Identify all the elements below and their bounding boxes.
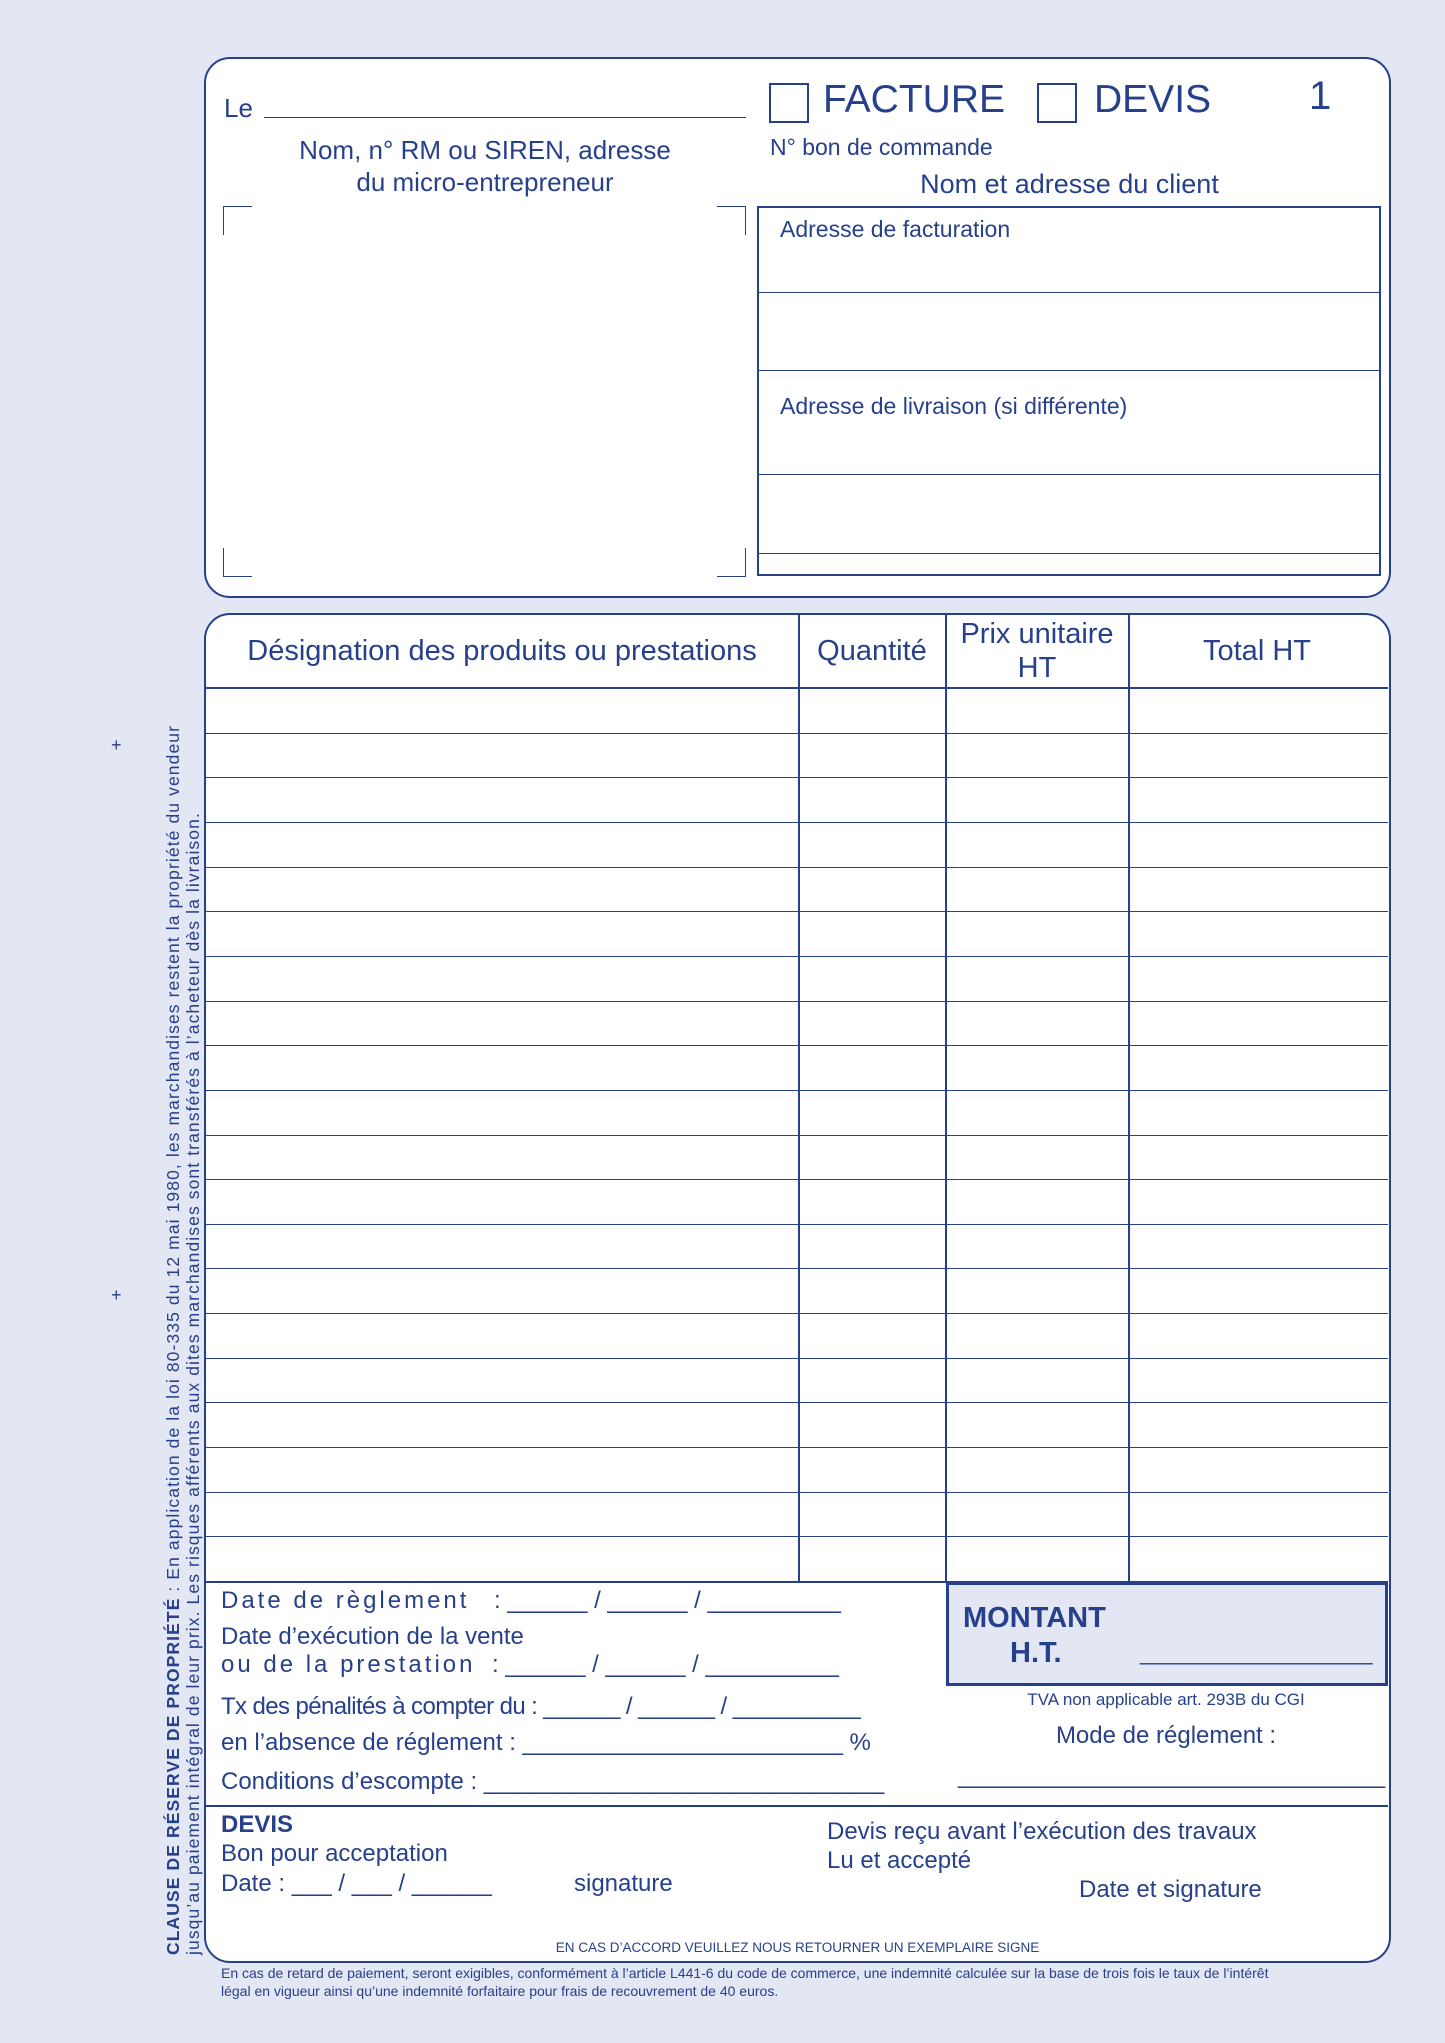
montant-value-field[interactable]: ___________________: [1140, 1640, 1373, 1665]
table-row[interactable]: [206, 1403, 1386, 1446]
table-row[interactable]: [206, 1537, 1386, 1580]
seller-label-line2: du micro-entrepreneur: [356, 167, 614, 197]
table-row[interactable]: [206, 868, 1386, 911]
table-row[interactable]: [206, 1225, 1386, 1268]
devis-date-field[interactable]: Date : ___ / ___ / ______: [221, 1870, 492, 1897]
table-row[interactable]: [206, 1136, 1386, 1179]
corner-bottom-right: [717, 548, 746, 577]
table-row[interactable]: [206, 1046, 1386, 1089]
punch-mark-top: +: [111, 735, 122, 755]
client-line-1[interactable]: [759, 292, 1379, 293]
accord-notice: EN CAS D’ACCORD VEUILLEZ NOUS RETOURNER UN EXEMPLAIRE SIGNE: [555, 1940, 1040, 1955]
col-designation: Désignation des produits ou prestations: [247, 635, 757, 667]
clause-text-1: : En application de la loi 80-335 du 12 mai 1980, les marchandises restent la propriété du vendeur: [163, 724, 183, 1598]
devis-recu-label: Devis reçu avant l’exécution des travaux: [827, 1818, 1257, 1845]
table-row[interactable]: [206, 734, 1386, 777]
col-prix-unitaire-line2: HT: [1017, 652, 1057, 684]
client-label: Nom et adresse du client: [920, 169, 1219, 199]
montant-line2: H.T.: [1010, 1637, 1062, 1669]
table-row[interactable]: [206, 1493, 1386, 1536]
date-signature-label: Date et signature: [1079, 1876, 1262, 1903]
legal-line-2: légal en vigueur ainsi qu’une indemnité forfaitaire pour frais de recouvrement de 40 euros.: [221, 1983, 779, 1999]
facture-checkbox[interactable]: [769, 83, 809, 123]
clause-text-2: jusqu’au paiement intégral de leur prix. Les risques afférents aux dites marchandises sont transférés à l’acheteur dès la livraison.: [183, 812, 203, 1955]
date-execution-line1: Date d’exécution de la vente: [221, 1623, 524, 1650]
table-row[interactable]: [206, 823, 1386, 866]
table-row[interactable]: [206, 957, 1386, 1000]
bon-pour-acceptation: Bon pour acceptation: [221, 1840, 448, 1867]
le-label: Le: [224, 93, 253, 123]
legal-notice: [221, 1964, 1268, 2000]
date-reglement-blank[interactable]: : ______ / ______ / __________: [494, 1587, 841, 1614]
montant-line1: MONTANT: [963, 1602, 1106, 1634]
punch-mark-bottom: +: [111, 1285, 122, 1305]
client-line-4[interactable]: [759, 553, 1379, 554]
table-row[interactable]: [206, 1180, 1386, 1223]
col-prix-unitaire-line1: Prix unitaire: [960, 618, 1114, 650]
table-row[interactable]: [206, 1314, 1386, 1357]
devis-separator: [205, 1805, 1388, 1807]
col-quantite: Quantité: [817, 635, 927, 667]
devis-label: DEVIS: [1094, 78, 1212, 121]
clause-line-1: [163, 725, 184, 1955]
le-date-line[interactable]: [264, 117, 746, 118]
page-number: 1: [1309, 74, 1332, 118]
devis-title: DEVIS: [221, 1811, 294, 1838]
col-total-ht: Total HT: [1203, 635, 1311, 667]
table-row[interactable]: [206, 689, 1386, 732]
corner-top-right: [717, 206, 746, 235]
legal-line-1: En cas de retard de paiement, seront exigibles, conformément à l’article L441-6 du code de commerce, une indemnité calculée sur la base de trois fois le taux de l’intérêt: [221, 1965, 1269, 1981]
clause-line-2: [183, 812, 204, 1955]
client-line-2[interactable]: [759, 370, 1379, 371]
seller-label: [250, 134, 720, 198]
lu-accepte-label: Lu et accepté: [827, 1847, 972, 1874]
col-prix-unitaire: [946, 617, 1128, 685]
mode-reglement-label: Mode de réglement :: [1055, 1722, 1277, 1749]
clause-title: CLAUSE DE RÉSERVE DE PROPRIÉTÉ: [163, 1597, 183, 1955]
table-row[interactable]: [206, 1359, 1386, 1402]
delivery-address-label: Adresse de livraison (si différente): [780, 393, 1128, 419]
corner-bottom-left: [223, 548, 252, 577]
billing-address-label: Adresse de facturation: [780, 216, 1011, 242]
absence-label[interactable]: en l’absence de réglement : ________________________ %: [221, 1729, 871, 1756]
escompte-label[interactable]: Conditions d’escompte : ______________________________: [221, 1768, 885, 1795]
table-row[interactable]: [206, 1091, 1386, 1134]
table-row[interactable]: [206, 912, 1386, 955]
order-number-label: N° bon de commande: [770, 134, 993, 160]
mode-reglement-field[interactable]: ________________________________: [958, 1762, 1386, 1789]
table-row[interactable]: [206, 1002, 1386, 1045]
table-row[interactable]: [206, 1269, 1386, 1312]
table-row[interactable]: [206, 1448, 1386, 1491]
seller-label-line1: Nom, n° RM ou SIREN, adresse: [299, 135, 671, 165]
date-execution-blank[interactable]: : ______ / ______ / __________: [492, 1651, 839, 1678]
facture-label: FACTURE: [823, 78, 1006, 121]
corner-top-left: [223, 206, 252, 235]
table-row[interactable]: [206, 778, 1386, 821]
client-line-3[interactable]: [759, 474, 1379, 475]
tva-note: TVA non applicable art. 293B du CGI: [1027, 1690, 1305, 1709]
date-reglement-label: Date de règlement: [221, 1587, 470, 1614]
date-execution-line2: ou de la prestation: [221, 1651, 476, 1678]
devis-checkbox[interactable]: [1037, 83, 1077, 123]
penalites-label[interactable]: Tx des pénalités à compter du : ______ / ______ / __________: [221, 1693, 861, 1720]
client-address-box: [757, 206, 1381, 576]
signature-label: signature: [574, 1870, 673, 1897]
